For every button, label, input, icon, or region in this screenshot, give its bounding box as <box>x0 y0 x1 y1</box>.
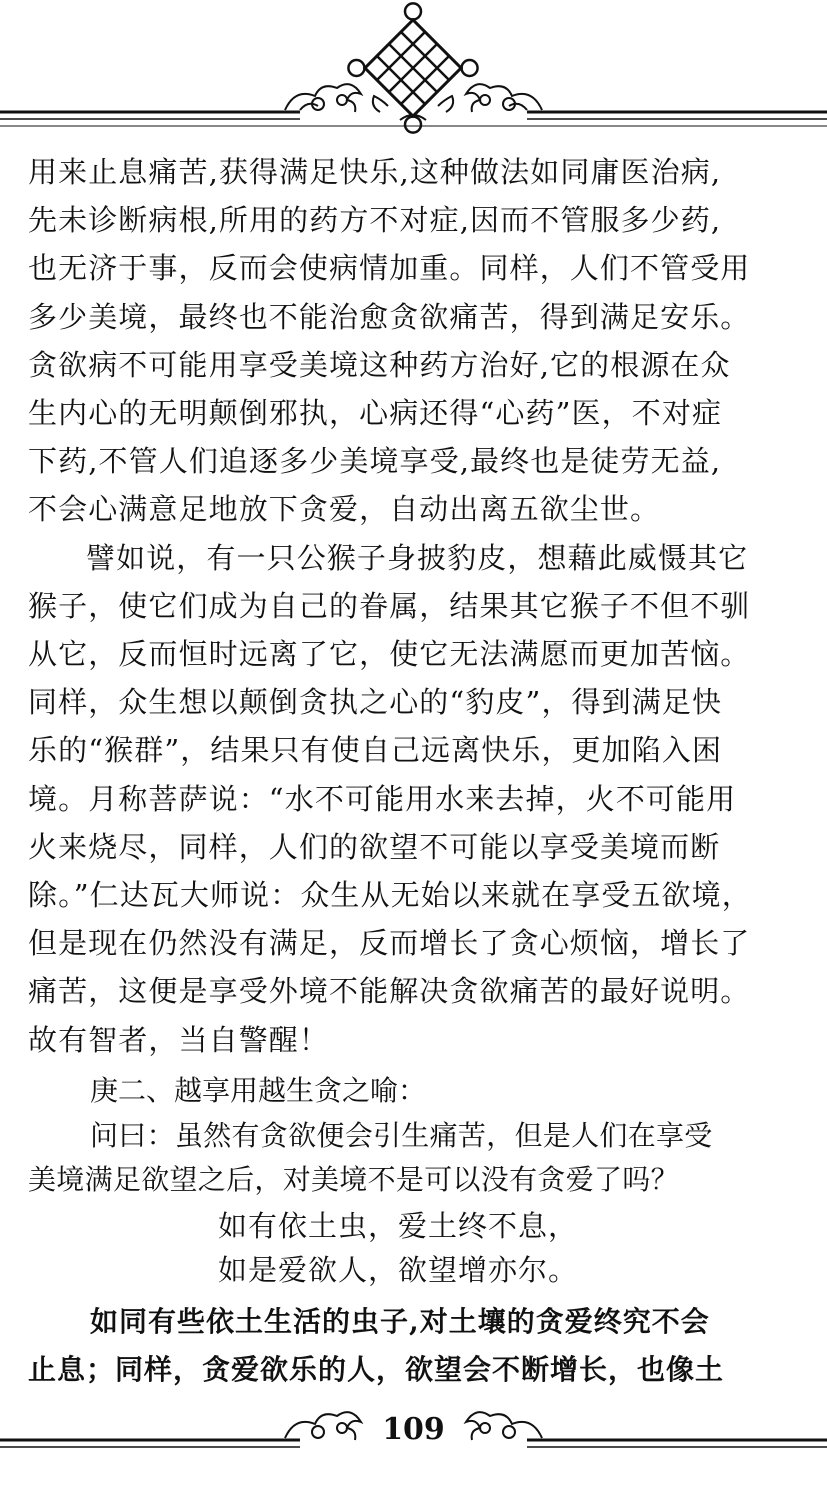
text-line: 多少美境，最终也不能治愈贪欲痛苦，得到满足安乐。 <box>28 299 751 334</box>
text-line: 如同有些依土生活的虫子,对土壤的贪爱终究不会 <box>90 1304 710 1338</box>
text-line: 问曰：虽然有贪欲便会引生痛苦，但是人们在享受 <box>90 1118 713 1152</box>
verse-line: 如是爱欲人，欲望增亦尔。 <box>218 1252 579 1287</box>
text-line: 止息；同样，贪爱欲乐的人，欲望会不断增长，也像土 <box>28 1352 725 1386</box>
text-line: 譬如说，有一只公猴子身披豹皮，想藉此威慑其它 <box>86 540 749 575</box>
endless-knot-ornament-icon <box>0 0 827 140</box>
text-line: 同样，众生想以颠倒贪执之心的“豹皮”，得到满足快 <box>28 685 723 720</box>
verse-line: 如有依土虫，爱土终不息， <box>218 1208 579 1243</box>
text-line: 境。月称菩萨说：“水不可能用水来去掉，火不可能用 <box>28 781 737 816</box>
text-line: 贪欲病不可能用享受美境这种药方治好,它的根源在众 <box>28 347 731 382</box>
text-line: 先未诊断病根,所用的药方不对症,因而不管服多少药, <box>28 203 722 238</box>
page-number: 109 <box>382 1412 445 1447</box>
root-verse <box>28 1204 813 1292</box>
text-line: 但是现在仍然没有满足，反而增长了贪心烦恼，增长了 <box>28 926 751 961</box>
text-line: 火来烧尽，同样，人们的欲望不可能以享受美境而断 <box>28 829 721 864</box>
question-paragraph <box>28 1114 813 1202</box>
text-line: 从它，反而恒时远离了它，使它无法满愿而更加苦恼。 <box>28 637 751 672</box>
page-body <box>28 140 813 1394</box>
text-line: 痛苦，这便是享受外境不能解决贪欲痛苦的最好说明。 <box>28 974 751 1009</box>
text-line: 故有智者，当自警醒！ <box>28 1022 330 1057</box>
text-line: 乐的“猴群”，结果只有使自己远离快乐，更加陷入困 <box>28 733 723 768</box>
text-line: 生内心的无明颠倒邪执，心病还得“心药”医，不对症 <box>28 396 723 431</box>
paragraph-2 <box>28 534 813 1064</box>
text-line: 猴子，使它们成为自己的眷属，结果其它猴子不但不驯 <box>28 588 751 623</box>
text-line: 用来止息痛苦,获得满足快乐,这种做法如同庸医治病, <box>28 155 722 189</box>
text-line: 除。”仁达瓦大师说：众生从无始以来就在享受五欲境， <box>28 878 752 913</box>
commentary-paragraph <box>28 1298 813 1394</box>
text-line: 美境满足欲望之后，对美境不是可以没有贪爱了吗？ <box>28 1162 679 1196</box>
page-header-ornament <box>0 0 827 140</box>
paragraph-1 <box>28 148 813 534</box>
text-line: 也无济于事，反而会使病情加重。同样，人们不管受用 <box>28 251 751 286</box>
text-line: 不会心满意足地放下贪爱，自动出离五欲尘世。 <box>28 492 661 527</box>
text-line: 下药,不管人们追逐多少美境享受,最终也是徒劳无益, <box>28 444 722 479</box>
section-heading: 庚二、越享用越生贪之喻： <box>90 1073 427 1107</box>
